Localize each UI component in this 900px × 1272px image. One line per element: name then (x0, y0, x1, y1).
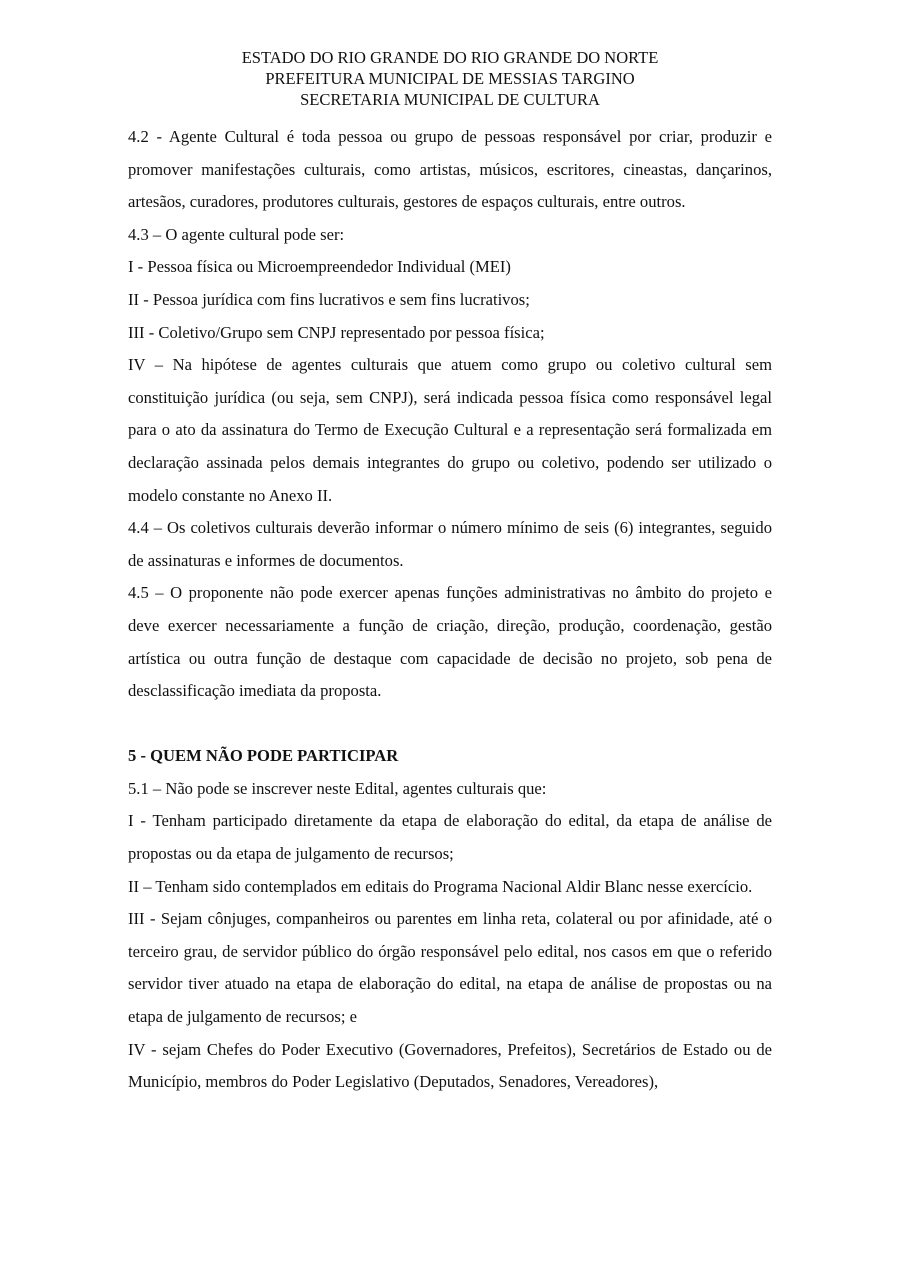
document-header (0, 48, 900, 110)
paragraph-4-4: 4.4 – Os coletivos culturais deverão informar o número mínimo de seis (6) integrantes, seguido de assinaturas e informes de documentos. (128, 518, 772, 570)
header-secretariat: SECRETARIA MUNICIPAL DE CULTURA (300, 89, 600, 109)
paragraph-4-3-i: I - Pessoa física ou Microempreendedor Individual (MEI) (128, 257, 511, 277)
section-5-heading: 5 - QUEM NÃO PODE PARTICIPAR (128, 746, 399, 766)
paragraph-4-3-iii: III - Coletivo/Grupo sem CNPJ representado por pessoa física; (128, 322, 545, 342)
header-state: ESTADO DO RIO GRANDE DO RIO GRANDE DO NORTE (241, 48, 659, 67)
paragraph-4-5: 4.5 – O proponente não pode exercer apenas funções administrativas no âmbito do projeto e deve exercer necessariamente a função de criação, direção, produção, coordenação, gestão artística ou outra função de destaque com capacidade de decisão no projeto, sob pena de desclassificação imediata da proposta. (128, 583, 772, 701)
paragraph-4-3-iv: IV – Na hipótese de agentes culturais que atuem como grupo ou coletivo cultural sem constituição jurídica (ou seja, sem CNPJ), será indicada pessoa física como responsável legal para o ato da assinatura do Termo de Execução Cultural e a representação será formalizada em declaração assinada pelos demais integrantes do grupo ou coletivo, podendo ser utilizado o modelo constante no Anexo II. (128, 355, 772, 505)
paragraph-4-3-ii: II - Pessoa jurídica com fins lucrativos e sem fins lucrativos; (128, 289, 530, 309)
paragraph-5-1-i: I - Tenham participado diretamente da etapa de elaboração do edital, da etapa de análise de propostas ou da etapa de julgamento de recursos; (128, 811, 772, 864)
paragraph-4-3: 4.3 – O agente cultural pode ser: (128, 224, 345, 244)
document-body (128, 121, 772, 1099)
paragraph-5-1-iii: III - Sejam cônjuges, companheiros ou parentes em linha reta, colateral ou por afinidade, até o terceiro grau, de servidor público do órgão responsável pelo edital, nos casos em que o referido servidor tiver atuado na etapa de elaboração do edital, na etapa de análise de propostas ou na etapa de julgamento de recursos; e (128, 909, 772, 1027)
paragraph-4-2: 4.2 - Agente Cultural é toda pessoa ou grupo de pessoas responsável por criar, produzir e promover manifestações culturais, como artistas, músicos, escritores, cineastas, dançarinos, artesãos, curadores, produtores culturais, gestores de espaços culturais, entre outros. (128, 127, 772, 212)
spacer (128, 708, 772, 741)
header-municipality: PREFEITURA MUNICIPAL DE MESSIAS TARGINO (265, 68, 635, 88)
paragraph-5-1: 5.1 – Não pode se inscrever neste Edital, agentes culturais que: (128, 778, 547, 798)
paragraph-5-1-ii: II – Tenham sido contemplados em editais do Programa Nacional Aldir Blanc nesse exercício. (128, 876, 753, 896)
paragraph-5-1-iv: IV - sejam Chefes do Poder Executivo (Governadores, Prefeitos), Secretários de Estado ou de Município, membros do Poder Legislativo (Deputados, Senadores, Vereadores), (128, 1039, 772, 1092)
